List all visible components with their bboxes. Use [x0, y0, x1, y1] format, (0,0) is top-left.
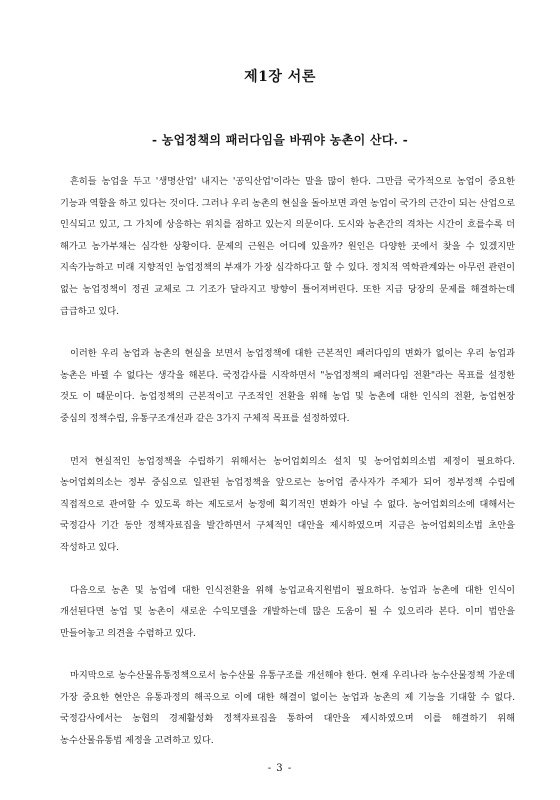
paragraph-5: 마지막으로 농수산물유통정책으로서 농수산물 유통구조를 개선해야 한다. 현재 우리나라 농수산물정책 가운데 가장 중요한 현안은 유통과정의 해곡으로 이에 대한 해결이 없이는 농업과 농촌의 제 기능을 기대할 수 없다. 국정감사에서는 농협의 경제활성화 정책자료집을 통하여 대안을 제시하였으며 이를 해결하기 위해 농수산물유통법 제정을 고려하고 있다. — [60, 670, 515, 747]
paragraph-4: 다음으로 농촌 및 농업에 대한 인식전환을 위해 농업교육지원법이 필요하다. 농업과 농촌에 대한 인식이 개선된다면 농업 및 농촌이 새로운 수익모델을 개발하는데 많은 도움이 될 수 있으리라 본다. 이미 법안을 만들어놓고 의견을 수렴하고 있다. — [60, 584, 515, 639]
chapter-title: 제1장 서론 — [244, 69, 316, 85]
paragraph-1: 흔히들 농업을 두고 '생명산업' 내지는 '공익산업'이라는 말을 많이 한다. 그만큼 국가적으로 농업이 중요한 기능과 역할을 하고 있다는 것이다. 그러나 우리 농촌의 현실을 돌아보면 과연 농업이 국가의 근간이 되는 산업으로 인식되고 있고, 그 가치에 상응하는 위치를 점하고 있는지 의문이다. 도시와 농촌간의 격차는 시간이 흐를수록 더 해가고 농가부채는 심각한 상황이다. 문제의 근원은 어디에 있을까? 원인은 다양한 곳에서 찾을 수 있겠지만 지속가능하고 미래 지향적인 농업정책의 부재가 가장 심각하다고 할 수 있다. 정치적 역학관계와는 아무런 관련이 없는 농업정책이 정권 교체로 그 기조가 달라지고 방향이 틀어져버린다. 또한 지금 당장의 문제를 해결하는데 급급하고 있다. — [60, 176, 515, 317]
body-text — [60, 171, 515, 773]
paragraph-2: 이러한 우리 농업과 농촌의 현실을 보면서 농업정책에 대한 근본적인 패러다임의 변화가 없이는 우리 농업과 농촌은 바뀔 수 없다는 생각을 해본다. 국정감사를 시작하면서 "농업정책의 패러다임 전환"라는 목표를 설정한 것도 이 때문이다. 농업정책의 근본적이고 구조적인 전환을 위해 농업 및 농촌에 대한 인식의 전환, 농업현장 중심의 정책수립, 유통구조개선과 같은 3가지 구체적 목표를 설정하였다. — [60, 348, 515, 424]
section-subtitle: - 농업정책의 패러다임을 바꿔야 농촌이 산다. - — [152, 133, 408, 147]
paragraph-3: 먼저 현실적인 농업정책을 수립하기 위해서는 농어업회의소 설치 및 농어업회의소법 제정이 필요하다. 농어업회의소는 정부 중심으로 일관된 농업정책을 앞으로는 농어업 종사자가 주체가 되어 정부정책 수립에 직접적으로 관여할 수 있도록 하는 제도로서 농정에 획기적인 변화가 아닐 수 없다. 농어업회의소에 대해서는 국정감사 기간 동안 정책자료집을 발간하면서 구체적인 대안을 제시하였으며 지금은 농어업회의소법 초안을 작성하고 있다. — [60, 455, 515, 553]
page-number: - 3 - — [267, 763, 293, 774]
